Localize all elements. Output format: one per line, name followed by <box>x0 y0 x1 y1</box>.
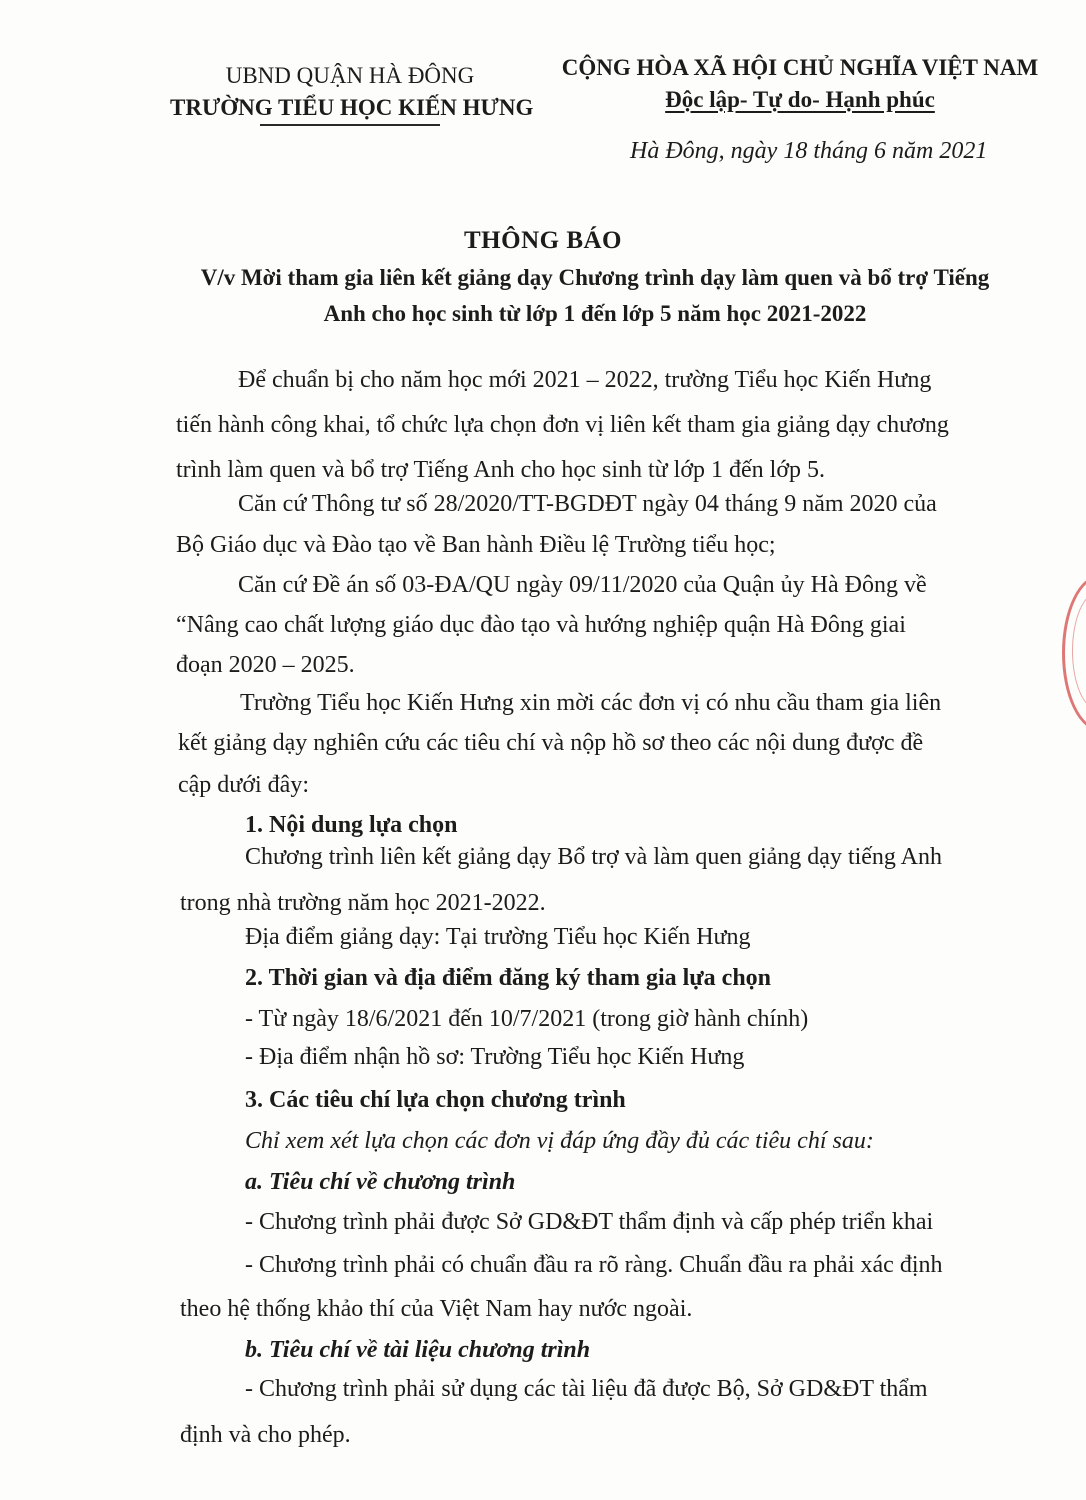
body-line: Địa điểm giảng dạy: Tại trường Tiểu học Kiến Hưng <box>245 924 751 950</box>
body-line: theo hệ thống khảo thí của Việt Nam hay nước ngoài. <box>180 1296 693 1322</box>
body-line: kết giảng dạy nghiên cứu các tiêu chí và nộp hồ sơ theo các nội dung được đề <box>178 730 924 756</box>
national-header <box>555 52 1045 116</box>
body-line: định và cho phép. <box>180 1422 351 1448</box>
body-line: Trường Tiểu học Kiến Hưng xin mời các đơn vị có nhu cầu tham gia liên <box>240 690 942 716</box>
body-line: - Từ ngày 18/6/2021 đến 10/7/2021 (trong giờ hành chính) <box>245 1006 809 1032</box>
national-motto: Độc lập- Tự do- Hạnh phúc <box>665 87 935 112</box>
body-line: Căn cứ Đề án số 03-ĐA/QU ngày 09/11/2020 của Quận ủy Hà Đông về <box>238 572 927 598</box>
body-line: “Nâng cao chất lượng giáo dục đào tạo và hướng nghiệp quận Hà Đông giai <box>176 612 906 638</box>
document-title: THÔNG BÁO <box>464 227 622 254</box>
subsection-heading: b. Tiêu chí về tài liệu chương trình <box>245 1337 591 1363</box>
body-line: - Địa điểm nhận hồ sơ: Trường Tiểu học Kiến Hưng <box>245 1044 745 1070</box>
org-underline <box>260 124 440 126</box>
body-line: - Chương trình phải có chuẩn đầu ra rõ ràng. Chuẩn đầu ra phải xác định <box>245 1252 943 1278</box>
body-line: - Chương trình phải được Sở GD&ĐT thẩm định và cấp phép triển khai <box>245 1209 934 1235</box>
body-line: trình làm quen và bổ trợ Tiếng Anh cho học sinh từ lớp 1 đến lớp 5. <box>176 457 826 483</box>
body-line: tiến hành công khai, tổ chức lựa chọn đơn vị liên kết tham gia giảng dạy chương <box>176 412 949 438</box>
section-heading: 3. Các tiêu chí lựa chọn chương trình <box>245 1087 626 1113</box>
body-line: Chương trình liên kết giảng dạy Bổ trợ và làm quen giảng dạy tiếng Anh <box>245 844 942 870</box>
body-line: cập dưới đây: <box>178 772 309 798</box>
republic-name: CỘNG HÒA XÃ HỘI CHỦ NGHĨA VIỆT NAM <box>561 55 1039 80</box>
body-line: - Chương trình phải sử dụng các tài liệu đã được Bộ, Sở GD&ĐT thẩm <box>245 1376 928 1402</box>
body-line: đoạn 2020 – 2025. <box>176 652 355 678</box>
subsection-heading: a. Tiêu chí về chương trình <box>245 1169 516 1195</box>
org-line-school: TRƯỜNG TIỂU HỌC KIẾN HƯNG <box>170 95 534 120</box>
document-date: Hà Đông, ngày 18 tháng 6 năm 2021 <box>630 138 988 164</box>
body-line: Để chuẩn bị cho năm học mới 2021 – 2022, trường Tiểu học Kiến Hưng <box>238 367 932 393</box>
section-heading: 2. Thời gian và địa điểm đăng ký tham gia lựa chọn <box>245 965 772 991</box>
issuing-organization <box>170 60 534 126</box>
section-heading: 1. Nội dung lựa chọn <box>245 812 458 838</box>
body-line: Bộ Giáo dục và Đào tạo về Ban hành Điều lệ Trường tiểu học; <box>176 532 776 558</box>
document-subject: V/v Mời tham gia liên kết giảng dạy Chương trình dạy làm quen và bổ trợ Tiếng Anh cho học sinh từ lớp 1 đến lớp 5 năm học 2021-2022 <box>200 265 990 326</box>
org-line-district: UBND QUẬN HÀ ĐÔNG <box>225 63 475 88</box>
body-line: trong nhà trường năm học 2021-2022. <box>180 890 546 916</box>
body-line: Căn cứ Thông tư số 28/2020/TT-BGDĐT ngày 04 tháng 9 năm 2020 của <box>238 491 937 517</box>
body-line: Chỉ xem xét lựa chọn các đơn vị đáp ứng đầy đủ các tiêu chí sau: <box>245 1128 874 1154</box>
